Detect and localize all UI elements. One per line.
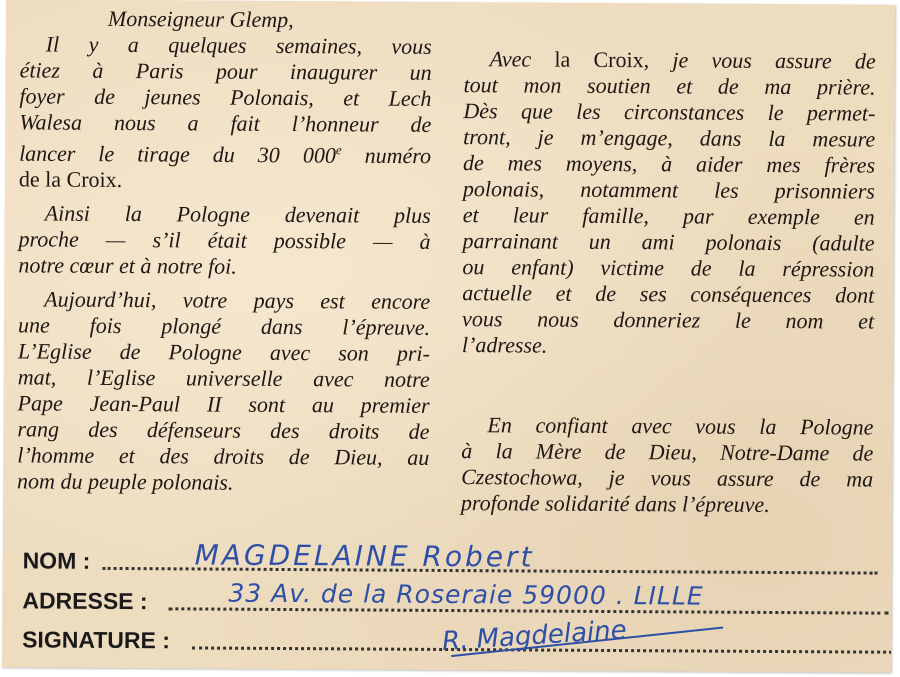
paragraph-4-line-3: Dès que les circonstances le permet- <box>463 98 876 126</box>
paragraph-4-line-1-b: , je vous assure de <box>643 47 876 74</box>
paragraph-1-line-5 <box>19 135 431 169</box>
paragraph-4-line-10: actuelle et de ses conséquences dont <box>462 280 875 308</box>
paragraph-3-line-5: Pape Jean-Paul II sont au premier <box>17 390 430 419</box>
paragraph-2-line-1: Ainsi la Pologne devenait plus <box>44 200 431 229</box>
signature-flourish <box>442 608 742 670</box>
signature-handwritten-value[interactable]: R. Magdelaine <box>441 615 628 657</box>
paragraph-3-line-7: l’homme et des droits de Dieu, au <box>17 442 430 471</box>
adresse-label: ADRESSE : <box>22 587 148 615</box>
paragraph-4-line-12: l’adresse. <box>461 332 548 358</box>
paragraph-4-line-9: ou enfant) victime de la répression <box>462 254 875 282</box>
paragraph-3-line-6: rang des défenseurs des droits de <box>17 416 430 445</box>
paragraph-4-line-7: et leur famille, par exemple en <box>462 202 875 230</box>
paragraph-3-line-4: mat, l’Eglise universelle avec notre <box>17 364 430 393</box>
paragraph-5-line-1: En confiant avec vous la Pologne <box>487 412 874 440</box>
paragraph-3-line-1: Aujourd’hui, votre pays est encore <box>44 286 431 315</box>
letter-left-column <box>17 5 432 497</box>
paragraph-4-line-1-croix: la Croix <box>554 46 644 73</box>
paragraph-4-line-11: vous nous donneriez le nom et <box>462 306 875 334</box>
paragraph-5-line-2: à la Mère de Dieu, Notre-Dame de <box>461 438 874 466</box>
paragraph-2-line-3: notre cœur et à notre foi. <box>18 252 237 280</box>
paragraph-3-line-2: une fois plongé dans l’épreuve. <box>17 312 431 341</box>
signature-underline-stroke <box>452 626 722 658</box>
paragraph-1-line-1: Il y a quelques semaines, vous <box>45 31 432 59</box>
paragraph-3-line-3: L’Eglise de Pologne avec son pri- <box>17 338 430 367</box>
paragraph-4-line-1-a: Avec <box>489 46 555 72</box>
paragraph-1-line-5-tail: numéro <box>341 142 432 169</box>
paragraph-1-line-5-text: lancer le tirage du 30 000 <box>19 140 336 168</box>
paragraph-4-line-6: polonais, notamment les prisonniers <box>462 176 875 204</box>
paragraph-4-line-2: tout mon soutien et de ma prière. <box>463 72 876 100</box>
nom-handwritten-value[interactable]: MAGDELAINE Robert <box>194 538 535 574</box>
paragraph-1-line-6: de la Croix. <box>18 166 123 193</box>
newspaper-clipping <box>2 0 895 673</box>
paragraph-1-line-4: Walesa nous a fait l’honneur de <box>19 109 432 137</box>
paragraph-2-line-2: proche — s’il était possible — à <box>18 226 431 255</box>
paragraph-4-line-8: parrainant un ami polonais (adulte <box>462 228 875 256</box>
superscript-e: e <box>335 142 342 158</box>
paragraph-3-line-8: nom du peuple polonais. <box>17 468 234 496</box>
paragraph-4-line-4: tront, je m’engage, dans la mesure <box>463 124 876 152</box>
nom-label: NOM : <box>22 547 91 574</box>
letter-right-column <box>461 46 876 519</box>
signature-label: SIGNATURE : <box>22 626 171 654</box>
paragraph-1-line-2: étiez à Paris pour inaugurer un <box>19 57 432 85</box>
paragraph-5-line-4: profonde solidarité dans l’épreuve. <box>460 490 770 517</box>
adresse-handwritten-value[interactable]: 33 Av. de la Roseraie 59000 . LILLE <box>228 578 704 611</box>
paragraph-4-line-1 <box>464 46 876 75</box>
paragraph-5-line-3: Czestochowa, je vous assure de ma <box>461 464 874 492</box>
letter-salutation: Monseigneur Glemp, <box>107 5 294 33</box>
paragraph-4-line-5: de mes moyens, à aider mes frères <box>462 150 876 178</box>
paragraph-1-line-3: foyer de jeunes Polonais, et Lech <box>19 83 432 111</box>
